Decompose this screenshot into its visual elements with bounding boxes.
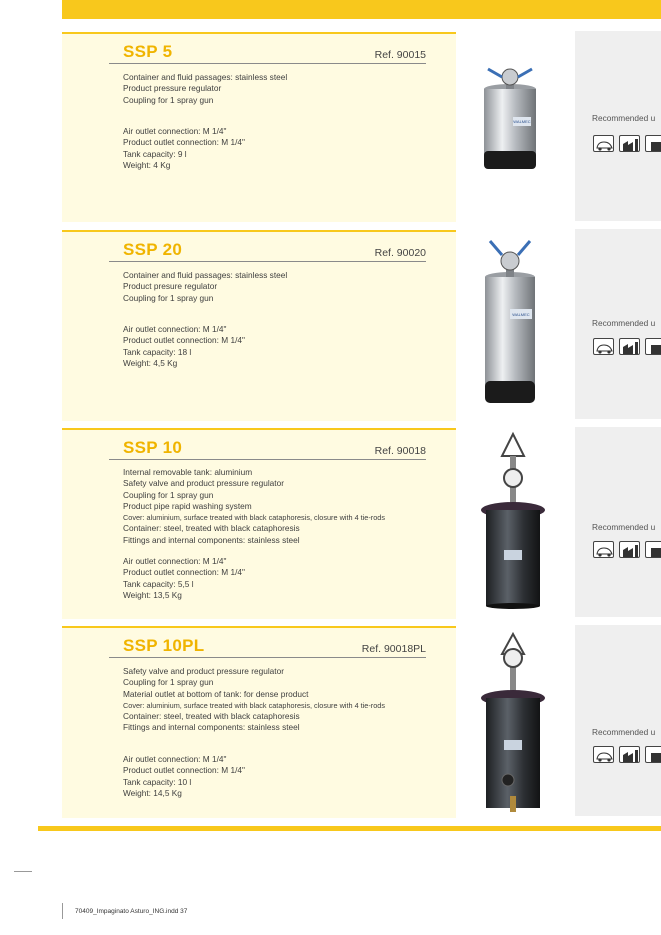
recommended-label: Recommended u	[592, 318, 656, 328]
text-line: Container and fluid passages: stainless steel	[123, 270, 288, 280]
product-card-ssp20	[62, 230, 456, 421]
title-rule	[109, 261, 426, 262]
svg-text:WALMEC: WALMEC	[512, 312, 530, 317]
spec-list	[123, 556, 245, 601]
product-ref: Ref. 90020	[374, 247, 426, 259]
text-line: Air outlet connection: M 1/4"	[123, 324, 227, 334]
car-icon	[593, 541, 614, 558]
text-line: Fittings and internal components: stainless steel	[123, 722, 300, 733]
spec-list	[123, 126, 245, 171]
text-line: Tank capacity: 9 l	[123, 148, 187, 159]
text-line: Safety valve and product pressure regulator	[123, 478, 284, 489]
text-line: Coupling for 1 spray gun	[123, 677, 214, 688]
car-icon	[593, 135, 614, 152]
usage-icons	[593, 541, 661, 558]
recommended-panel	[575, 427, 661, 617]
text-line: Weight: 4,5 Kg	[123, 357, 178, 368]
product-title: SSP 5	[123, 42, 173, 61]
tank-ssp10pl-image	[476, 630, 550, 814]
recommended-label: Recommended u	[592, 522, 656, 532]
text-line: Air outlet connection: M 1/4"	[123, 126, 227, 136]
spec-list	[123, 324, 245, 369]
product-card-ssp10	[62, 428, 456, 619]
text-line: Coupling for 1 spray gun	[123, 292, 214, 303]
text-line: Product pressure regulator	[123, 83, 222, 94]
usage-icons	[593, 135, 661, 152]
spec-list	[123, 754, 245, 799]
recommended-label: Recommended u	[592, 727, 656, 737]
recommended-panel	[575, 31, 661, 221]
feature-list	[123, 72, 287, 106]
factory-icon	[619, 135, 640, 152]
car-icon	[593, 746, 614, 763]
usage-icons	[593, 338, 661, 355]
recommended-label: Recommended u	[592, 113, 656, 123]
building-icon	[645, 541, 661, 558]
product-ref: Ref. 90015	[374, 49, 426, 61]
building-icon	[645, 338, 661, 355]
product-card-ssp10pl	[62, 626, 456, 818]
text-line: Product outlet connection: M 1/4"	[123, 335, 245, 346]
text-line: Product pipe rapid washing system	[123, 500, 252, 511]
title-rule	[109, 63, 426, 64]
feature-list	[123, 467, 385, 546]
crop-mark	[14, 871, 32, 872]
tank-ssp10-image	[476, 430, 550, 610]
text-line: Container: steel, treated with black cataphoresis	[123, 711, 300, 722]
bottom-accent-bar	[38, 826, 661, 831]
text-line: Tank capacity: 18 l	[123, 346, 192, 357]
text-line: Weight: 13,5 Kg	[123, 589, 182, 600]
car-icon	[593, 338, 614, 355]
text-line: Weight: 4 Kg	[123, 159, 171, 170]
text-line: Coupling for 1 spray gun	[123, 94, 214, 105]
footer-file-label: 70409_Impaginato Asturo_ING.indd 37	[75, 908, 188, 915]
product-title: SSP 20	[123, 240, 183, 259]
text-line: Air outlet connection: M 1/4"	[123, 556, 227, 566]
usage-icons	[593, 746, 661, 763]
tank-ssp20-image	[476, 237, 544, 407]
text-line: Container and fluid passages: stainless steel	[123, 72, 288, 82]
svg-text:WALMEC: WALMEC	[513, 119, 531, 124]
text-line: Container: steel, treated with black cataphoresis	[123, 523, 300, 534]
building-icon	[645, 746, 661, 763]
factory-icon	[619, 338, 640, 355]
recommended-panel	[575, 229, 661, 419]
product-card-ssp5	[62, 32, 456, 222]
product-ref: Ref. 90018PL	[361, 643, 426, 655]
recommended-panel	[575, 625, 661, 816]
text-line: Product outlet connection: M 1/4"	[123, 765, 245, 776]
text-line: Cover: aluminium, surface treated with black cataphoresis, closure with 4 tie-rods	[123, 513, 385, 523]
text-line: Product presure regulator	[123, 281, 218, 292]
feature-list	[123, 270, 287, 304]
text-line: Cover: aluminium, surface treated with black cataphoresis, closure with 4 tie-rods	[123, 700, 385, 710]
text-line: Coupling for 1 spray gun	[123, 489, 214, 500]
text-line: Internal removable tank: aluminium	[123, 467, 253, 477]
title-rule	[109, 657, 426, 658]
product-ref: Ref. 90018	[374, 445, 426, 457]
text-line: Tank capacity: 10 l	[123, 776, 192, 787]
building-icon	[645, 135, 661, 152]
text-line: Product outlet connection: M 1/4"	[123, 137, 245, 148]
title-rule	[109, 459, 426, 460]
text-line: Fittings and internal components: stainless steel	[123, 534, 300, 545]
text-line: Product outlet connection: M 1/4"	[123, 567, 245, 578]
text-line: Safety valve and product pressure regulator	[123, 666, 284, 676]
product-title: SSP 10PL	[123, 636, 205, 655]
product-title: SSP 10	[123, 438, 183, 457]
text-line: Air outlet connection: M 1/4"	[123, 754, 227, 764]
text-line: Tank capacity: 5,5 l	[123, 578, 194, 589]
text-line: Weight: 14,5 Kg	[123, 787, 182, 798]
feature-list	[123, 666, 385, 734]
factory-icon	[619, 746, 640, 763]
factory-icon	[619, 541, 640, 558]
top-accent-bar	[62, 0, 661, 19]
crop-mark	[62, 903, 63, 919]
tank-ssp5-image	[476, 55, 544, 173]
text-line: Material outlet at bottom of tank: for dense product	[123, 688, 309, 699]
